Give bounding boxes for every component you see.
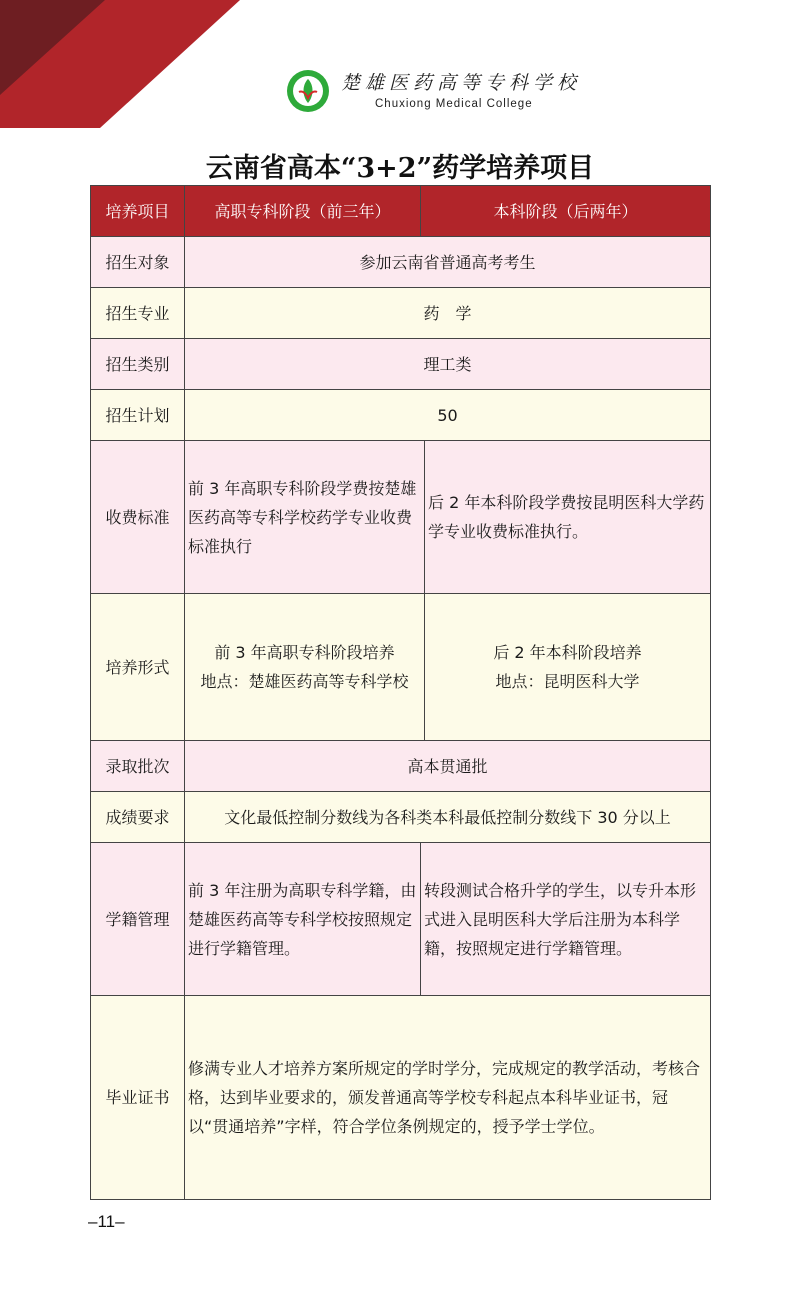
school-emblem-icon — [285, 68, 331, 114]
document-title: 云南省高本“3+2”药学培养项目 — [205, 153, 595, 184]
format-stage2-line1: 后 2 年本科阶段培养 — [493, 643, 642, 662]
row-value: 参加云南省普通高考考生 — [185, 237, 711, 288]
row-label: 招生对象 — [91, 237, 185, 288]
format-stage1 — [185, 594, 425, 741]
row-label: 毕业证书 — [91, 996, 185, 1200]
row-value: 高本贯通批 — [185, 741, 711, 792]
format-stage1-line1: 前 3 年高职专科阶段培养 — [214, 643, 395, 662]
row-target — [91, 237, 711, 288]
row-value: 文化最低控制分数线为各科类本科最低控制分数线下 30 分以上 — [185, 792, 711, 843]
row-label: 学籍管理 — [91, 843, 185, 996]
school-logo — [285, 66, 585, 118]
header-stage2: 本科阶段（后两年） — [421, 186, 711, 237]
school-name-cn: 楚雄医药高等专科学校 — [341, 72, 582, 94]
table-header-row — [91, 186, 711, 237]
page-number: –11– — [88, 1212, 125, 1231]
row-value: 50 — [185, 390, 711, 441]
row-category — [91, 339, 711, 390]
row-fees — [91, 441, 711, 594]
row-major — [91, 288, 711, 339]
row-label: 招生专业 — [91, 288, 185, 339]
program-table — [90, 185, 711, 1200]
fees-stage2: 后 2 年本科阶段学费按昆明医科大学药学专业收费标准执行。 — [425, 441, 711, 594]
row-plan — [91, 390, 711, 441]
row-value: 理工类 — [185, 339, 711, 390]
certificate-value: 修满专业人才培养方案所规定的学时学分，完成规定的教学活动，考核合格，达到毕业要求的，颁发普通高等学校专科起点本科毕业证书，冠以“贯通培养”字样，符合学位条例规定的，授予学士学位。 — [185, 996, 711, 1200]
format-stage2-line2: 地点：昆明医科大学 — [495, 672, 640, 691]
status-stage2: 转段测试合格升学的学生，以专升本形式进入昆明医科大学后注册为本科学籍，按照规定进行学籍管理。 — [421, 843, 711, 996]
row-label: 招生计划 — [91, 390, 185, 441]
row-label: 收费标准 — [91, 441, 185, 594]
status-stage1: 前 3 年注册为高职专科学籍，由楚雄医药高等专科学校按照规定进行学籍管理。 — [185, 843, 421, 996]
header-item: 培养项目 — [91, 186, 185, 237]
row-value: 药 学 — [185, 288, 711, 339]
row-label: 录取批次 — [91, 741, 185, 792]
format-stage2 — [425, 594, 711, 741]
row-label: 成绩要求 — [91, 792, 185, 843]
row-label: 招生类别 — [91, 339, 185, 390]
row-score — [91, 792, 711, 843]
row-status — [91, 843, 711, 996]
row-label: 培养形式 — [91, 594, 185, 741]
school-name-en: Chuxiong Medical College — [375, 98, 533, 110]
header-stage1: 高职专科阶段（前三年） — [185, 186, 421, 237]
format-stage1-line2: 地点：楚雄医药高等专科学校 — [200, 672, 409, 691]
row-format — [91, 594, 711, 741]
fees-stage1: 前 3 年高职专科阶段学费按楚雄医药高等专科学校药学专业收费标准执行 — [185, 441, 425, 594]
row-batch — [91, 741, 711, 792]
row-certificate — [91, 996, 711, 1200]
corner-decoration — [0, 0, 260, 130]
